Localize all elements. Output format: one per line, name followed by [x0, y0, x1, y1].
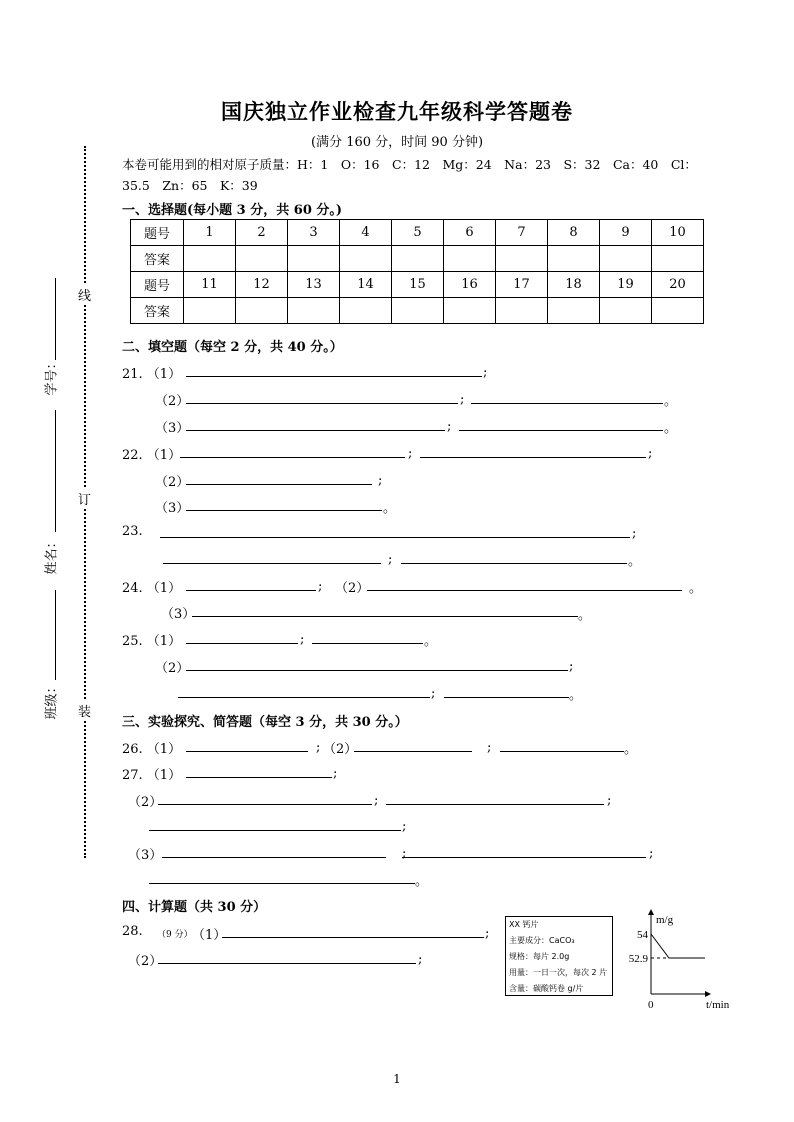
answer-cell[interactable]	[340, 246, 392, 272]
q27-label: 27. （1）	[122, 768, 182, 783]
qno: 6	[444, 220, 496, 246]
section-fill: 二、填空题（每空 2 分，共 40 分。）	[122, 340, 343, 355]
answer-cell[interactable]	[444, 298, 496, 324]
q23-b-blank[interactable]	[163, 563, 381, 564]
q23-a-blank[interactable]	[160, 537, 630, 538]
q28-label: 28.	[122, 924, 143, 939]
q28-2-blank[interactable]	[158, 963, 416, 964]
qno: 10	[652, 220, 704, 246]
punct: ;	[408, 446, 413, 461]
q21-2-label: （2）	[155, 394, 190, 409]
section-experiment: 三、实验探究、简答题（每空 3 分，共 30 分。）	[122, 715, 408, 730]
q23-c-blank[interactable]	[401, 563, 627, 564]
punct: ;	[374, 793, 379, 808]
atomic-masses-line1: 本卷可能用到的相对原子质量：H：1 O：16 C：12 Mg：24 Na：23 S：32 Ca：40 Cl：	[122, 157, 697, 172]
student-id-label: 学号：	[44, 356, 60, 396]
answer-cell[interactable]	[496, 298, 548, 324]
q21-2a-blank[interactable]	[186, 403, 458, 404]
answer-cell[interactable]	[184, 246, 236, 272]
punct: ;	[378, 473, 383, 488]
binding-zhuang: 装	[78, 700, 91, 721]
q27-3-label: （3）	[128, 848, 163, 863]
page-number: 1	[393, 1072, 401, 1086]
q24-3-label: （3）	[161, 607, 196, 622]
answer-cell[interactable]	[496, 246, 548, 272]
punct: ;	[569, 659, 574, 674]
qno: 11	[184, 272, 236, 298]
q21-2b-blank[interactable]	[471, 403, 663, 404]
punct: ;	[487, 740, 492, 755]
qno: 18	[548, 272, 600, 298]
class-label: 班级：	[44, 680, 60, 720]
q26-3-blank[interactable]	[500, 751, 624, 752]
answer-cell[interactable]	[184, 298, 236, 324]
y-axis-label: m/g	[656, 914, 674, 926]
q21-3-label: （3）	[155, 421, 190, 436]
punct: ;	[388, 552, 393, 567]
q25-2c-blank[interactable]	[444, 697, 569, 698]
q26-label: 26. （1）	[122, 742, 182, 757]
q25-2b-blank[interactable]	[178, 697, 430, 698]
qno: 5	[392, 220, 444, 246]
q27-3b-blank[interactable]	[402, 857, 646, 858]
answer-cell[interactable]	[652, 246, 704, 272]
label-no: 题号	[131, 220, 184, 246]
q28-1-blank[interactable]	[222, 937, 484, 938]
class-line[interactable]	[55, 590, 56, 680]
answer-cell[interactable]	[340, 298, 392, 324]
page-title: 国庆独立作业检查九年级科学答题卷	[221, 99, 573, 124]
qno: 7	[496, 220, 548, 246]
box-line: 规格：每片 2.0g	[509, 952, 570, 961]
qno: 20	[652, 272, 704, 298]
answer-cell[interactable]	[392, 298, 444, 324]
qno: 15	[392, 272, 444, 298]
label-ans: 答案	[131, 246, 184, 272]
q26-2-blank[interactable]	[354, 751, 472, 752]
q22-label: 22. （1）	[122, 448, 182, 463]
q24-label: 24. （1）	[122, 581, 182, 596]
q24-2-label: （2）	[335, 581, 370, 596]
y-tick-label: 54	[637, 929, 648, 941]
punct: ;	[431, 686, 436, 701]
punct: ;	[318, 579, 323, 594]
q28-2-label: （2）	[128, 954, 163, 969]
q24-1-blank[interactable]	[186, 590, 316, 591]
qno: 3	[288, 220, 340, 246]
name-line[interactable]	[55, 410, 56, 532]
punct: ;	[460, 392, 465, 407]
punct: ;	[402, 846, 407, 861]
atomic-masses	[122, 154, 742, 196]
q22-1b-blank[interactable]	[420, 457, 646, 458]
q22-1a-blank[interactable]	[180, 457, 405, 458]
qno: 13	[288, 272, 340, 298]
box-line: 含量：碳酸钙卷 g/片	[509, 984, 584, 993]
punct: ;	[607, 793, 612, 808]
qno: 14	[340, 272, 392, 298]
q21-3a-blank[interactable]	[186, 430, 445, 431]
punct: ;	[316, 740, 321, 755]
qno: 12	[236, 272, 288, 298]
q27-1-blank[interactable]	[186, 777, 332, 778]
atomic-masses-line2: 35.5 Zn：65 K：39	[122, 178, 258, 193]
qno: 2	[236, 220, 288, 246]
q22-3-blank[interactable]	[186, 510, 382, 511]
punct: ;	[447, 419, 452, 434]
punct: ;	[333, 766, 338, 781]
punct: ;	[485, 926, 490, 941]
punct: 。	[628, 554, 642, 569]
q25-label: 25. （1）	[122, 634, 182, 649]
punct: 。	[624, 742, 638, 757]
qno: 4	[340, 220, 392, 246]
punct: 。	[664, 394, 678, 409]
qno: 8	[548, 220, 600, 246]
answer-cell[interactable]	[548, 246, 600, 272]
binding-xian: 线	[78, 284, 91, 305]
q27-3a-blank[interactable]	[162, 857, 386, 858]
punct: ;	[649, 846, 654, 861]
punct: 。	[664, 421, 678, 436]
punct: 。	[383, 501, 397, 516]
series-line	[651, 934, 705, 958]
student-id-line[interactable]	[55, 278, 56, 360]
q25-2-label: （2）	[155, 661, 190, 676]
punct: ;	[418, 952, 423, 967]
q22-2-blank[interactable]	[186, 484, 372, 485]
answer-cell[interactable]	[548, 298, 600, 324]
punct: ;	[483, 365, 488, 380]
answer-cell[interactable]	[288, 298, 340, 324]
q27-2-label: （2）	[128, 795, 163, 810]
q21-label: 21. （1）	[122, 367, 182, 382]
x-axis-label: t/min	[706, 999, 730, 1011]
punct: 。	[578, 608, 592, 623]
box-line: XX 钙片	[509, 920, 539, 929]
q21-3b-blank[interactable]	[459, 430, 663, 431]
q25-1a-blank[interactable]	[186, 643, 298, 644]
answer-cell[interactable]	[236, 246, 288, 272]
q24-2-blank[interactable]	[367, 590, 682, 591]
section-calc: 四、计算题（共 30 分）	[122, 900, 267, 915]
q28-points: （9 分）	[157, 930, 193, 940]
qno: 1	[184, 220, 236, 246]
calcium-label-box	[505, 916, 613, 996]
q26-1-blank[interactable]	[186, 751, 308, 752]
page-subtitle: (满分 160 分，时间 90 分钟)	[310, 135, 484, 150]
answer-cell[interactable]	[600, 246, 652, 272]
q27-3c-blank[interactable]	[149, 883, 415, 884]
q21-1-blank[interactable]	[186, 376, 482, 377]
qno: 16	[444, 272, 496, 298]
binding-ding: 订	[78, 488, 91, 509]
qno: 19	[600, 272, 652, 298]
punct: ;	[300, 632, 305, 647]
punct: 。	[569, 688, 583, 703]
box-line: 用量：一日一次，每次 2 片	[509, 968, 608, 977]
punct: ;	[632, 526, 637, 541]
label-ans: 答案	[131, 298, 184, 324]
q27-2a-blank[interactable]	[158, 804, 372, 805]
q28-1-label: （1）	[192, 928, 227, 943]
q25-1b-blank[interactable]	[312, 643, 423, 644]
answer-cell[interactable]	[288, 246, 340, 272]
y-tick-label: 52.9	[628, 953, 648, 965]
section-choice: 一、选择题(每小题 3 分，共 60 分。)	[122, 203, 343, 218]
label-no: 题号	[131, 272, 184, 298]
answer-table	[130, 219, 704, 324]
qno: 17	[496, 272, 548, 298]
q22-3-label: （3）	[155, 501, 190, 516]
punct: ;	[648, 446, 653, 461]
origin-label: 0	[648, 999, 654, 1011]
mass-time-chart	[620, 906, 744, 1016]
q25-2a-blank[interactable]	[186, 670, 568, 671]
answer-cell[interactable]	[652, 298, 704, 324]
punct: ;	[402, 819, 407, 834]
answer-cell[interactable]	[236, 298, 288, 324]
q24-3-blank[interactable]	[192, 616, 578, 617]
q22-2-label: （2）	[155, 475, 190, 490]
q26-2-label: （2）	[323, 742, 358, 757]
box-line: 主要成分：CaCO₃	[509, 936, 575, 945]
q23-label: 23.	[122, 524, 143, 539]
answer-cell[interactable]	[392, 246, 444, 272]
answer-cell[interactable]	[444, 246, 496, 272]
punct: 。	[689, 581, 703, 596]
punct: 。	[415, 874, 429, 889]
name-label: 姓名：	[44, 535, 60, 575]
q27-2b-blank[interactable]	[386, 804, 604, 805]
punct: 。	[424, 634, 438, 649]
q27-2c-blank[interactable]	[149, 830, 401, 831]
answer-cell[interactable]	[600, 298, 652, 324]
qno: 9	[600, 220, 652, 246]
